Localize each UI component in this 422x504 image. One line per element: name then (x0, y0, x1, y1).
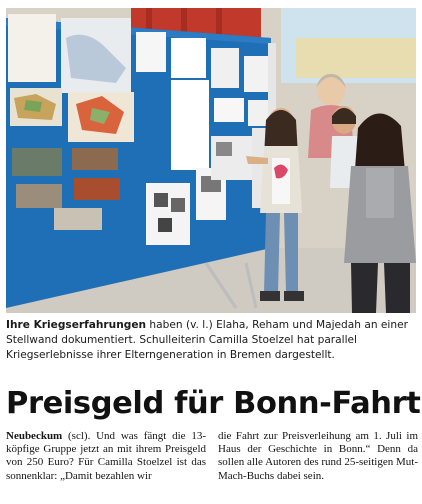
photo-caption (6, 318, 416, 363)
column-1-text: (scl). Und was fängt die 13-köpfige Gruppe jetzt an mit ihrem Preisgeld von 250 Euro? Für Camilla Stoelzel ist das sonnenklar: „Damit bezahlen wir (6, 430, 206, 482)
caption-lead: Ihre Kriegserfahrungen (6, 319, 147, 331)
column-2-text: die Fahrt zur Preisverleihung am 1. Juli im Haus der Geschichte in Bonn.“ Denn da sollen alle Autoren des rund 25-seitigen Mut-Mach-Buchs dabei sein. (218, 430, 418, 482)
article-column-1 (6, 430, 206, 483)
caption-text: haben (v. l.) Elaha, Reham und Majedah an einer Stellwand dokumentiert. Schulleiterin Camilla Stoelzel hat parallel Kriegserlebnisse ihrer Elterngeneration in Bremen dargestellt. (6, 319, 408, 361)
article-column-2 (218, 430, 418, 483)
dateline: Neubeckum (6, 430, 63, 442)
article-body (6, 430, 418, 483)
article-headline: Preisgeld für Bonn-Fahrt (6, 386, 421, 421)
news-photo (6, 8, 416, 313)
photo-illustration (6, 8, 416, 313)
